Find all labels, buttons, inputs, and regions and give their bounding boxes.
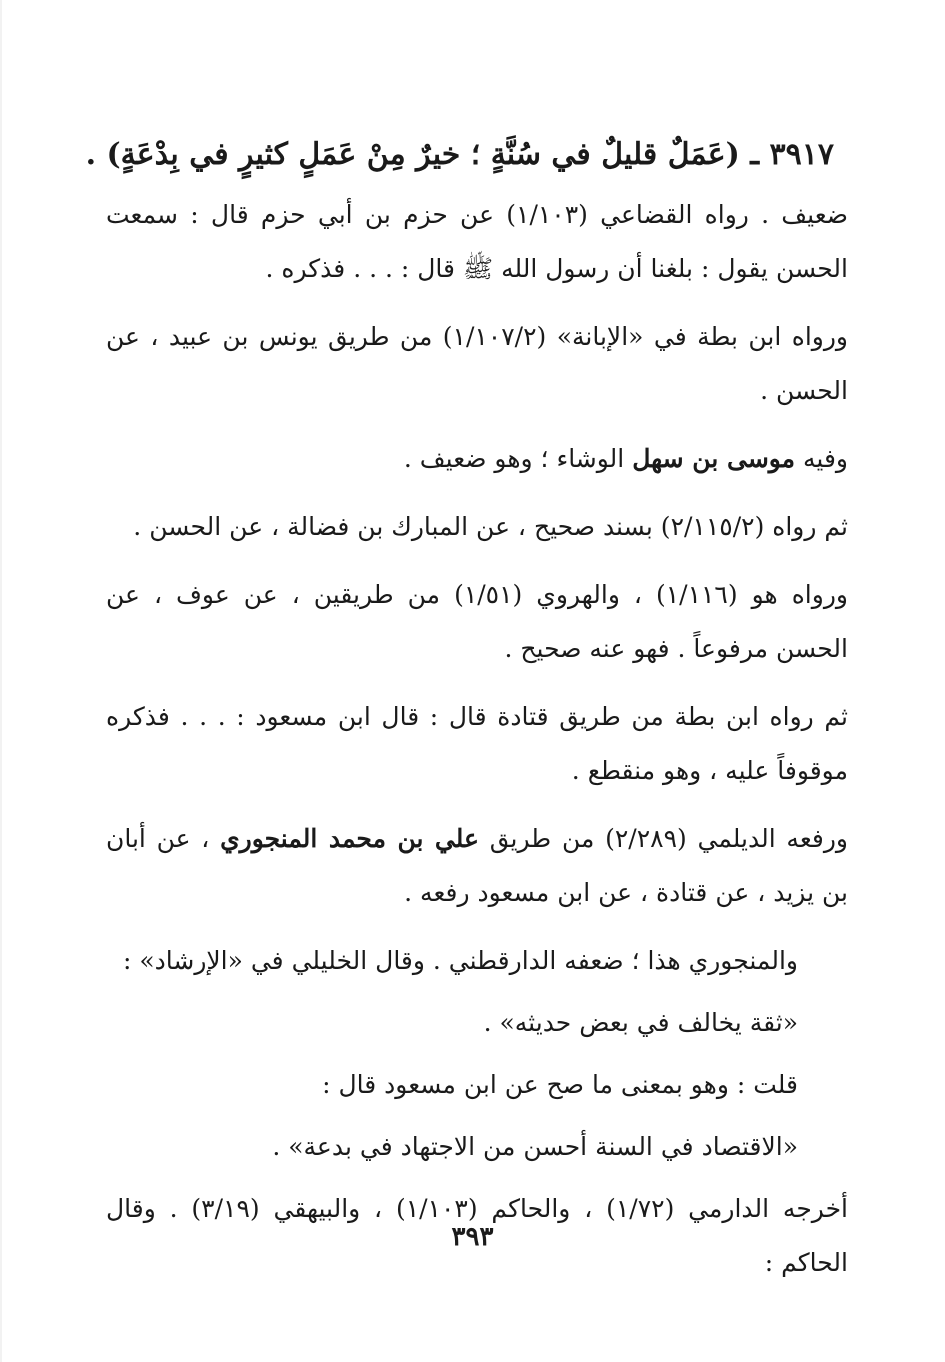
- indented-quote-1: «ثقة يخالف في بعض حديثه» .: [483, 1008, 798, 1037]
- paragraph-7: [106, 812, 848, 920]
- paragraph-1: ضعيف . رواه القضاعي (١/١٠٣) عن حزم بن أبي حزم قال : سمعت الحسن يقول : بلغنا أن رسول الله ﷺ قال : . . . فذكره .: [106, 200, 848, 283]
- paragraph-3-text-after: الوشاء ؛ وهو ضعيف .: [403, 444, 633, 473]
- paragraph-7-text-before: ورفعه الديلمي (٢/٢٨٩) من طريق: [478, 824, 848, 853]
- indented-line-1: والمنجوري هذا ؛ ضعفه الدارقطني . وقال الخليلي في «الإرشاد» :: [122, 946, 798, 975]
- paragraph-5: ورواه هو (١/١١٦) ، والهروي (١/٥١) من طريقين ، عن عوف ، عن الحسن مرفوعاً . فهو عنه صحيح .: [106, 580, 848, 663]
- paragraph-2: ورواه ابن بطة في «الإبانة» (١/١٠٧/٢) من طريق يونس بن عبيد ، عن الحسن .: [106, 322, 849, 405]
- last-paragraph: أخرجه الدارمي (١/٧٢) ، والحاكم (١/١٠٣) ، والبيهقي (٣/١٩) . وقال الحاكم :: [106, 1194, 848, 1277]
- paragraph-3: [106, 432, 848, 486]
- indented-line-2: قلت : وهو بمعنى ما صح عن ابن مسعود قال :: [322, 1070, 798, 1099]
- page-edge-left: [0, 0, 2, 1362]
- narrator-name-bold: موسى بن سهل: [632, 444, 796, 473]
- paragraph-3-text-before: وفيه: [795, 444, 848, 473]
- paragraph-6: ثم رواه ابن بطة من طريق قتادة قال : قال ابن مسعود : . . . فذكره موقوفاً عليه ، وهو منقطع .: [106, 702, 848, 785]
- page-number: ٣٩٣: [451, 1222, 494, 1252]
- narrator-name-bold-2: علي بن محمد المنجوري: [220, 824, 479, 853]
- page-content: [85, 128, 849, 1304]
- paragraph-7-text-after: ، عن أبان بن يزيد ، عن قتادة ، عن ابن مسعود رفعه .: [106, 824, 848, 907]
- paragraph-4: ثم رواه (٢/١١٥/٢) بسند صحيح ، عن المبارك بن فضالة ، عن الحسن .: [133, 512, 848, 541]
- hadith-title: ٣٩١٧ ـ (عَمَلٌ قليلٌ في سُنَّةٍ ؛ خيرٌ مِنْ عَمَلٍ كثيرٍ في بِدْعَةٍ) .: [85, 137, 834, 172]
- indented-quote-2: «الاقتصاد في السنة أحسن من الاجتهاد في بدعة» .: [272, 1132, 798, 1161]
